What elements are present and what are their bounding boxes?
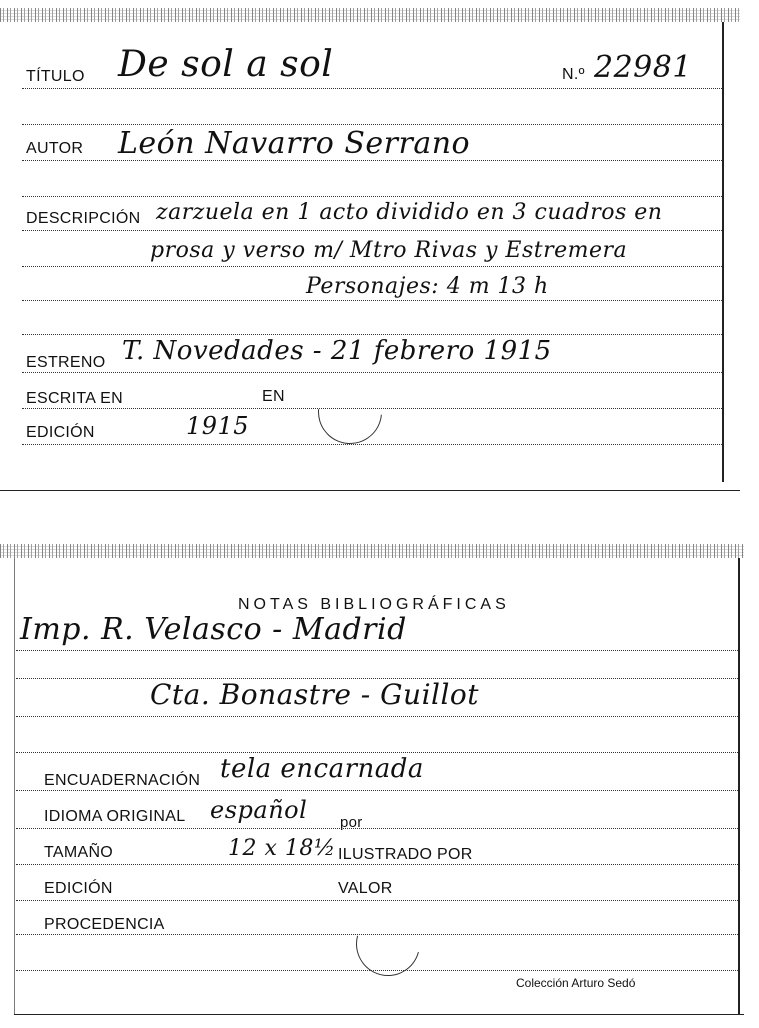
note-line-2: Cta. Bonastre - Guillot (150, 678, 480, 711)
descripcion-rule (22, 230, 722, 231)
card-border-right (738, 558, 740, 1014)
collection-credit: Colección Arturo Sedó (516, 976, 636, 990)
estreno-value: T. Novedades - 21 febrero 1915 (122, 336, 552, 366)
encuadernacion-label: ENCUADERNACIÓN (44, 772, 201, 789)
idioma-label: IDIOMA ORIGINAL (44, 808, 186, 825)
escrita-en-label: EN (262, 388, 285, 405)
edicion-rule (16, 900, 738, 901)
tamano-rule (16, 864, 738, 865)
card-border-left (14, 558, 15, 1014)
estreno-rule (22, 372, 722, 373)
autor-label: AUTOR (26, 140, 84, 157)
valor-label: VALOR (338, 880, 393, 897)
estreno-label: ESTRENO (26, 354, 106, 371)
descripcion-line-3: Personajes: 4 m 13 h (306, 274, 549, 299)
tamano-value: 12 x 18½ (228, 836, 336, 861)
notes-rule (16, 716, 738, 717)
edicion-value: 1915 (186, 412, 250, 440)
blank-rule (22, 124, 722, 125)
descripcion-line-1: zarzuela en 1 acto dividido en 3 cuadros en (156, 200, 663, 225)
titulo-label: TÍTULO (26, 68, 85, 85)
escrita-label: ESCRITA EN (26, 390, 123, 407)
edicion-label: EDICIÓN (44, 880, 113, 897)
notes-rule (16, 650, 738, 651)
autor-rule (22, 160, 722, 161)
notes-rule (16, 752, 738, 753)
card-border-bottom (14, 1014, 744, 1015)
stamp-mark (344, 900, 431, 987)
descripcion-rule (22, 300, 722, 301)
scan-speckle-edge (0, 8, 740, 22)
blank-rule (22, 334, 722, 335)
titulo-rule (22, 88, 722, 89)
descripcion-rule (22, 266, 722, 267)
numero-label: N.º (562, 66, 585, 83)
descripcion-line-2: prosa y verso m/ Mtro Rivas y Estremera (150, 238, 628, 263)
descripcion-label: DESCRIPCIÓN (26, 210, 141, 227)
edicion-rule (22, 444, 722, 445)
scan-speckle-edge (0, 544, 744, 558)
card-border-bottom (0, 490, 740, 491)
encuadernacion-value: tela encarnada (220, 754, 424, 784)
blank-rule (22, 196, 722, 197)
titulo-value: De sol a sol (118, 44, 334, 85)
notas-heading: NOTAS BIBLIOGRÁFICAS (238, 596, 510, 613)
note-line-1: Imp. R. Velasco - Madrid (20, 612, 407, 647)
por-label: por (340, 814, 363, 831)
idioma-rule (16, 828, 738, 829)
tamano-label: TAMAÑO (44, 844, 114, 861)
encuadernacion-rule (16, 790, 738, 791)
ilustrado-label: ILUSTRADO POR (338, 846, 473, 863)
title-card (0, 0, 740, 492)
procedencia-label: PROCEDENCIA (44, 916, 165, 933)
card-border-right (722, 22, 724, 482)
autor-value: León Navarro Serrano (118, 126, 471, 161)
notes-card (0, 540, 744, 1016)
numero-value: 22981 (594, 50, 692, 85)
edicion-label: EDICIÓN (26, 424, 95, 441)
idioma-value: español (210, 796, 308, 824)
